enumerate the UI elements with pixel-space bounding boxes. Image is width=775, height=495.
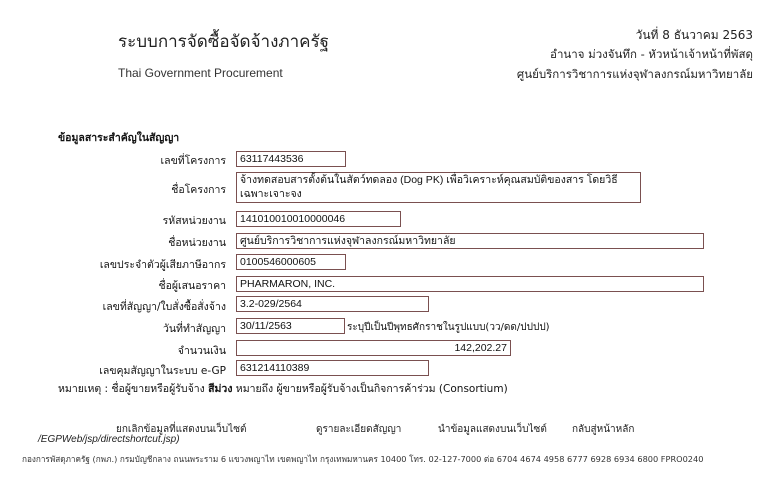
amount-label: จำนวนเงิน [177,345,226,357]
agency-name-label: ชื่อหน่วยงาน [168,237,226,249]
tax-id-label: เลขประจำตัวผู้เสียภาษีอากร [99,259,226,271]
amount-field[interactable]: 142,202.27 [236,340,511,356]
agency-code-label: รหัสหน่วยงาน [162,215,226,227]
home-link[interactable]: กลับสู่หน้าหลัก [572,424,635,435]
user-organization: ศูนย์บริการวิชาการแห่งจุฬาลงกรณ์มหาวิทยาลัย [516,67,753,81]
note-prefix: หมายเหตุ : ชื่อผู้ขายหรือผู้รับจ้าง [58,383,209,395]
agency-code-field[interactable]: 141010010010000046 [236,211,401,227]
system-title: ระบบการจัดซื้อจัดจ้างภาครัฐ [118,32,330,52]
contract-no-field[interactable]: 3.2-029/2564 [236,296,429,312]
user-info: อำนาจ ม่วงจันทึก - หัวหน้าเจ้าหน้าที่พัสดุ [550,47,753,61]
publish-link[interactable]: นำข้อมูลแสดงบนเว็บไซต์ [438,424,547,435]
contract-detail-link[interactable]: ดูรายละเอียดสัญญา [316,424,402,435]
contract-no-label: เลขที่สัญญา/ใบสั่งซื้อสั่งจ้าง [102,301,226,313]
contract-date-field[interactable]: 30/11/2563 [236,318,345,334]
tax-id-field[interactable]: 0100546000605 [236,254,346,270]
bidder-label: ชื่อผู้เสนอราคา [158,280,226,292]
project-name-label: ชื่อโครงการ [171,184,226,196]
consortium-note [58,380,508,397]
current-date: วันที่ 8 ธันวาคม 2563 [635,28,753,42]
system-subtitle: Thai Government Procurement [118,66,283,80]
bidder-field[interactable]: PHARMARON, INC. [236,276,704,292]
project-no-field[interactable]: 63117443536 [236,151,346,167]
project-name-field[interactable] [236,172,641,203]
project-name-line1: จ้างทดสอบสารตั้งต้นในสัตว์ทดลอง (Dog PK) เพื่อวิเคราะห์คุณสมบัติของสาร โดยวิธี [240,174,618,186]
contract-date-hint: ระบุปีเป็นปีพุทธศักราชในรูปแบบ(วว/ดด/ปปปป) [347,322,550,333]
contract-date-label: วันที่ทำสัญญา [162,323,226,335]
egp-no-label: เลขคุมสัญญาในระบบ e-GP [99,365,226,377]
egp-no-field[interactable]: 631214110389 [236,360,429,376]
section-title: ข้อมูลสาระสำคัญในสัญญา [58,132,180,144]
agency-name-field[interactable]: ศูนย์บริการวิชาการแห่งจุฬาลงกรณ์มหาวิทยาลัย [236,233,704,249]
footer-address: กองการพัสดุภาครัฐ (กพภ.) กรมบัญชีกลาง ถนนพระราม 6 แขวงพญาไท เขตพญาไท กรุงเทพมหานคร 10400 โทร. 02-127-7000 ต่อ 6704 4674 4958 6777 6928 6934 6800 FPRO0240 [22,454,704,464]
project-no-label: เลขที่โครงการ [160,155,226,167]
cancel-publish-link[interactable]: ยกเลิกข้อมูลที่แสดงบนเว็บไซต์ [116,424,247,435]
note-suffix: หมายถึง ผู้ขายหรือผู้รับจ้างเป็นกิจการค้าร่วม (Consortium) [232,383,508,395]
page-url: /EGPWeb/jsp/directshortcut.jsp) [38,434,180,445]
note-purple-word: สีม่วง [208,383,233,395]
project-name-line2: เฉพาะเจาะจง [240,188,302,200]
